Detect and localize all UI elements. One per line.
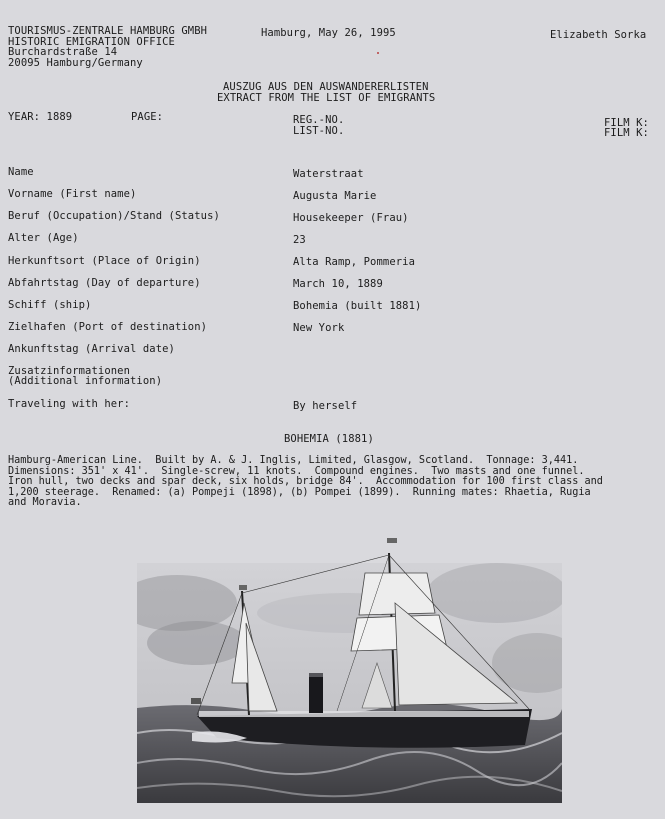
org-city: 20095 Hamburg/Germany (8, 57, 143, 69)
field-label-departure: Abfahrtstag (Day of departure) (8, 277, 201, 289)
record-year: YEAR: 1889 (8, 111, 73, 123)
field-label-ship: Schiff (ship) (8, 299, 92, 311)
field-value-destination: New York (293, 322, 345, 334)
field-value-age: 23 (293, 234, 306, 246)
field-label-arrival: Ankunftstag (Arrival date) (8, 343, 175, 355)
field-label-additional-en: (Additional information) (8, 375, 163, 387)
ship-desc-line: Iron hull, two decks and spar deck, six holds, bridge 84'. Accommodation for 100 first class and (8, 476, 603, 488)
recipient-name: Elizabeth Sorka (550, 29, 647, 41)
field-value-name: Waterstraat (293, 168, 364, 180)
org-name: TOURISMUS-ZENTRALE HAMBURG GMBH (8, 25, 208, 37)
field-label-traveling: Traveling with her: (8, 398, 131, 410)
field-value-first-name: Augusta Marie (293, 190, 377, 202)
list-no: LIST-NO. (293, 125, 345, 137)
ship-desc-line: and Moravia. (8, 497, 82, 509)
red-dot-mark (377, 52, 379, 54)
field-label-origin: Herkunftsort (Place of Origin) (8, 255, 201, 267)
ship-heading: BOHEMIA (1881) (284, 433, 374, 445)
ship-desc-line: Hamburg-American Line. Built by A. & J. Inglis, Limited, Glasgow, Scotland. Tonnage: 3,441. (8, 455, 579, 466)
film-k-1: FILM K: (604, 117, 649, 129)
title-german: AUSZUG AUS DEN AUSWANDERERLISTEN (223, 81, 429, 93)
field-label-name: Name (8, 166, 34, 178)
field-value-traveling: By herself (293, 400, 358, 412)
reg-no: REG.-NO. (293, 114, 345, 126)
field-label-additional: Zusatzinformationen (8, 365, 131, 377)
film-k-2: FILM K: (604, 127, 649, 139)
org-office: HISTORIC EMIGRATION OFFICE (8, 36, 175, 48)
org-street: Burchardstraße 14 (8, 46, 118, 58)
letter-date: Hamburg, May 26, 1995 (261, 27, 396, 39)
field-label-occupation: Beruf (Occupation)/Stand (Status) (8, 210, 220, 222)
ship-desc-line: Dimensions: 351' x 41'. Single-screw, 11 knots. Compound engines. Two masts and one funnel. (8, 465, 585, 477)
field-label-age: Alter (Age) (8, 232, 79, 244)
ship-desc-line: 1,200 steerage. Renamed: (a) Pompeji (1898), (b) Pompei (1899). Running mates: Rhaetia, Rugia (8, 486, 591, 498)
field-value-ship: Bohemia (built 1881) (293, 300, 422, 312)
field-label-first-name: Vorname (First name) (8, 188, 137, 200)
field-value-departure: March 10, 1889 (293, 278, 383, 290)
title-english: EXTRACT FROM THE LIST OF EMIGRANTS (217, 92, 436, 104)
field-value-occupation: Housekeeper (Frau) (293, 212, 409, 224)
record-page: PAGE: (131, 111, 164, 123)
field-value-origin: Alta Ramp, Pommeria (293, 256, 416, 268)
field-label-destination: Zielhafen (Port of destination) (8, 321, 208, 333)
ship-description (8, 456, 658, 509)
ship-illustration (137, 533, 562, 803)
